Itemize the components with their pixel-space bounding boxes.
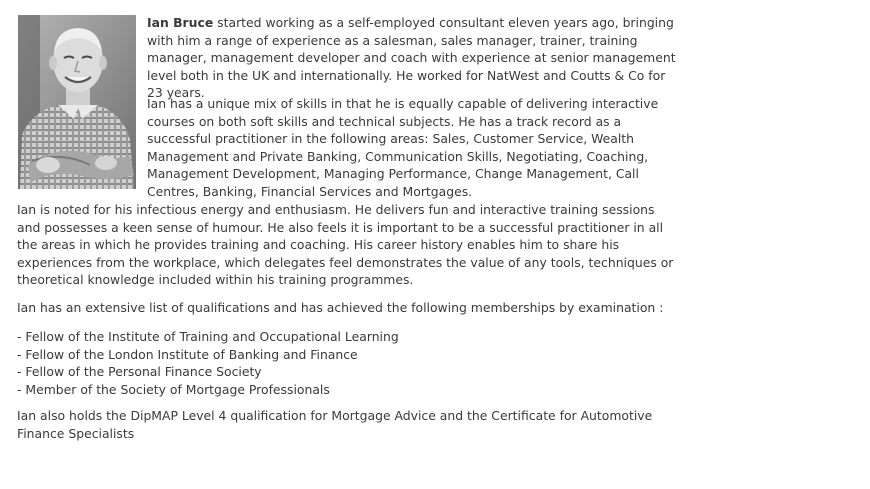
intro-paragraph: [147, 14, 677, 102]
closing-paragraph: Ian also holds the DipMAP Level 4 qualification for Mortgage Advice and the Certificate for Automotive Finance Specialists: [17, 408, 653, 441]
portrait-photo: [18, 15, 136, 189]
memberships-list: [17, 328, 677, 398]
intro-text: started working as a self-employed consultant eleven years ago, bringing with him a range of experience as a salesman, sales manager, trainer, training manager, management developer and coach with experience at senior management level both in the UK and internationally. He worked for NatWest and Coutts & Co for 23 years.: [147, 15, 676, 100]
list-item: - Fellow of the Personal Finance Society: [17, 364, 262, 379]
list-item: - Member of the Society of Mortgage Professionals: [17, 381, 330, 397]
list-item: - Fellow of the London Institute of Banking and Finance: [17, 346, 358, 362]
list-item: - Fellow of the Institute of Training and Occupational Learning: [17, 329, 399, 344]
person-name: Ian Bruce: [147, 15, 214, 30]
qualifications-intro: Ian has an extensive list of qualifications and has achieved the following memberships by examination :: [17, 300, 664, 315]
energy-paragraph: Ian is noted for his infectious energy and enthusiasm. He delivers fun and interactive training sessions and possesses a keen sense of humour. He also feels it is important to be a successful practitioner in all the areas in which he provides training and coaching. His career history enables him to share his experiences from the workplace, which delegates feel demonstrates the value of any tools, techniques or theoretical knowledge included within his training programmes.: [17, 202, 674, 287]
skills-paragraph: Ian has a unique mix of skills in that he is equally capable of delivering interactive courses on both soft skills and technical subjects. He has a track record as a successful practitioner in the following areas: Sales, Customer Service, Wealth Management and Private Banking, Communication Skills, Negotiating, Coaching, Management Development, Managing Performance, Change Management, Call Centres, Banking, Financial Services and Mortgages.: [147, 96, 659, 199]
